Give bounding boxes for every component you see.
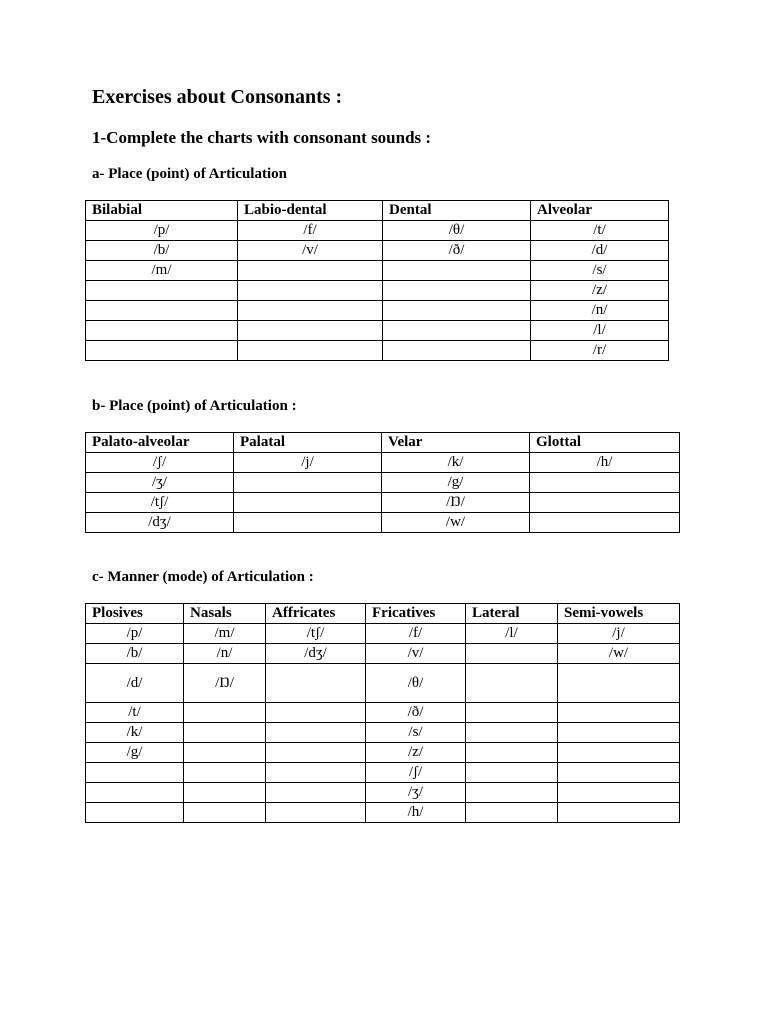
table-cell: /j/ xyxy=(234,453,382,473)
table-row xyxy=(86,624,680,644)
table-cell: /p/ xyxy=(86,221,238,241)
table-cell: /ð/ xyxy=(383,241,531,261)
column-header: Palatal xyxy=(234,433,382,453)
table-cell xyxy=(234,513,382,533)
table-cell: /ʒ/ xyxy=(86,473,234,493)
table-cell: /m/ xyxy=(184,624,266,644)
table-cell: /z/ xyxy=(531,281,669,301)
table-row xyxy=(86,341,669,361)
table-cell xyxy=(558,723,680,743)
table-cell: /tʃ/ xyxy=(86,493,234,513)
table-row xyxy=(86,221,669,241)
table-cell: /t/ xyxy=(531,221,669,241)
table-cell xyxy=(266,723,366,743)
table-cell xyxy=(86,301,238,321)
table-cell: /f/ xyxy=(366,624,466,644)
table-cell xyxy=(383,321,531,341)
table-cell: /j/ xyxy=(558,624,680,644)
table-cell: /ð/ xyxy=(366,703,466,723)
table-cell xyxy=(238,301,383,321)
table-cell xyxy=(184,723,266,743)
table-cell: /p/ xyxy=(86,624,184,644)
table-cell: /n/ xyxy=(184,644,266,664)
column-header: Fricatives xyxy=(366,604,466,624)
column-header: Palato-alveolar xyxy=(86,433,234,453)
table-cell: /dʒ/ xyxy=(86,513,234,533)
table-cell xyxy=(383,281,531,301)
column-header: Alveolar xyxy=(531,201,669,221)
column-header: Semi-vowels xyxy=(558,604,680,624)
table-cell xyxy=(266,664,366,703)
table-cell xyxy=(266,803,366,823)
table-header-row xyxy=(86,201,669,221)
table-row xyxy=(86,261,669,281)
table-cell: /ʃ/ xyxy=(366,763,466,783)
table-cell xyxy=(558,803,680,823)
table-cell: /g/ xyxy=(382,473,530,493)
table-cell: /k/ xyxy=(86,723,184,743)
place-of-articulation-table-b xyxy=(85,432,680,533)
table-cell xyxy=(86,321,238,341)
table-cell: /θ/ xyxy=(383,221,531,241)
column-header: Dental xyxy=(383,201,531,221)
table-cell xyxy=(238,341,383,361)
column-header: Lateral xyxy=(466,604,558,624)
table-cell: /d/ xyxy=(86,664,184,703)
table-cell xyxy=(86,783,184,803)
table-cell: /d/ xyxy=(531,241,669,261)
table-cell xyxy=(238,261,383,281)
table-cell xyxy=(383,341,531,361)
table-row xyxy=(86,783,680,803)
table-cell xyxy=(234,473,382,493)
table-cell xyxy=(184,763,266,783)
table-cell xyxy=(184,703,266,723)
table-row xyxy=(86,301,669,321)
table-row xyxy=(86,321,669,341)
table-cell: /k/ xyxy=(382,453,530,473)
column-header: Velar xyxy=(382,433,530,453)
table-cell xyxy=(86,763,184,783)
table-cell xyxy=(466,664,558,703)
table-cell xyxy=(558,664,680,703)
section-b-title: b- Place (point) of Articulation : xyxy=(92,398,297,414)
table-cell xyxy=(234,493,382,513)
table-cell: /Ŋ/ xyxy=(382,493,530,513)
table-cell xyxy=(466,723,558,743)
table-cell: /l/ xyxy=(531,321,669,341)
table-cell: /ʒ/ xyxy=(366,783,466,803)
table-cell xyxy=(466,783,558,803)
page-title: Exercises about Consonants : xyxy=(92,86,343,108)
column-header: Glottal xyxy=(530,433,680,453)
table-row xyxy=(86,513,680,533)
table-cell xyxy=(466,803,558,823)
table-cell xyxy=(466,644,558,664)
table-row xyxy=(86,763,680,783)
table-row xyxy=(86,241,669,261)
table-cell: /s/ xyxy=(531,261,669,281)
table-row xyxy=(86,644,680,664)
table-cell xyxy=(530,493,680,513)
table-cell: /w/ xyxy=(382,513,530,533)
section-a-title: a- Place (point) of Articulation xyxy=(92,166,287,182)
table-row xyxy=(86,453,680,473)
table-cell xyxy=(558,743,680,763)
table-cell: /b/ xyxy=(86,644,184,664)
column-header: Bilabial xyxy=(86,201,238,221)
manner-of-articulation-table xyxy=(85,603,680,823)
table-row xyxy=(86,664,680,703)
table-cell: /m/ xyxy=(86,261,238,281)
table-cell xyxy=(86,281,238,301)
table-cell xyxy=(184,783,266,803)
place-of-articulation-table-a xyxy=(85,200,669,361)
table-cell xyxy=(558,783,680,803)
table-cell: /v/ xyxy=(238,241,383,261)
table-cell: /g/ xyxy=(86,743,184,763)
table-cell xyxy=(266,703,366,723)
table-cell xyxy=(266,783,366,803)
table-cell xyxy=(466,703,558,723)
table-cell: /b/ xyxy=(86,241,238,261)
table-cell xyxy=(184,803,266,823)
table-cell: /r/ xyxy=(531,341,669,361)
column-header: Nasals xyxy=(184,604,266,624)
table-cell xyxy=(86,341,238,361)
table-cell xyxy=(383,301,531,321)
table-cell xyxy=(184,743,266,763)
table-cell: /f/ xyxy=(238,221,383,241)
table-cell xyxy=(266,743,366,763)
table-row xyxy=(86,493,680,513)
table-cell: /θ/ xyxy=(366,664,466,703)
column-header: Plosives xyxy=(86,604,184,624)
table-cell: /l/ xyxy=(466,624,558,644)
table-row xyxy=(86,703,680,723)
table-cell: /s/ xyxy=(366,723,466,743)
table-cell xyxy=(530,473,680,493)
table-cell: /h/ xyxy=(366,803,466,823)
table-cell: /Ŋ/ xyxy=(184,664,266,703)
column-header: Labio-dental xyxy=(238,201,383,221)
table-row xyxy=(86,743,680,763)
table-cell: /t/ xyxy=(86,703,184,723)
table-cell: /tʃ/ xyxy=(266,624,366,644)
table-row xyxy=(86,723,680,743)
table-header-row xyxy=(86,433,680,453)
table-cell xyxy=(558,703,680,723)
table-cell: /z/ xyxy=(366,743,466,763)
table-cell: /h/ xyxy=(530,453,680,473)
table-row xyxy=(86,473,680,493)
table-cell xyxy=(86,803,184,823)
table-cell xyxy=(466,743,558,763)
table-cell: /dʒ/ xyxy=(266,644,366,664)
table-cell xyxy=(383,261,531,281)
table-cell xyxy=(558,763,680,783)
table-cell xyxy=(466,763,558,783)
table-cell xyxy=(238,321,383,341)
section-c-title: c- Manner (mode) of Articulation : xyxy=(92,569,314,585)
table-row xyxy=(86,281,669,301)
exercise-question: 1-Complete the charts with consonant sounds : xyxy=(92,128,432,147)
table-cell: /w/ xyxy=(558,644,680,664)
table-cell: /ʃ/ xyxy=(86,453,234,473)
table-cell xyxy=(266,763,366,783)
table-cell: /n/ xyxy=(531,301,669,321)
table-cell xyxy=(530,513,680,533)
table-cell: /v/ xyxy=(366,644,466,664)
table-header-row xyxy=(86,604,680,624)
column-header: Affricates xyxy=(266,604,366,624)
table-row xyxy=(86,803,680,823)
table-cell xyxy=(238,281,383,301)
